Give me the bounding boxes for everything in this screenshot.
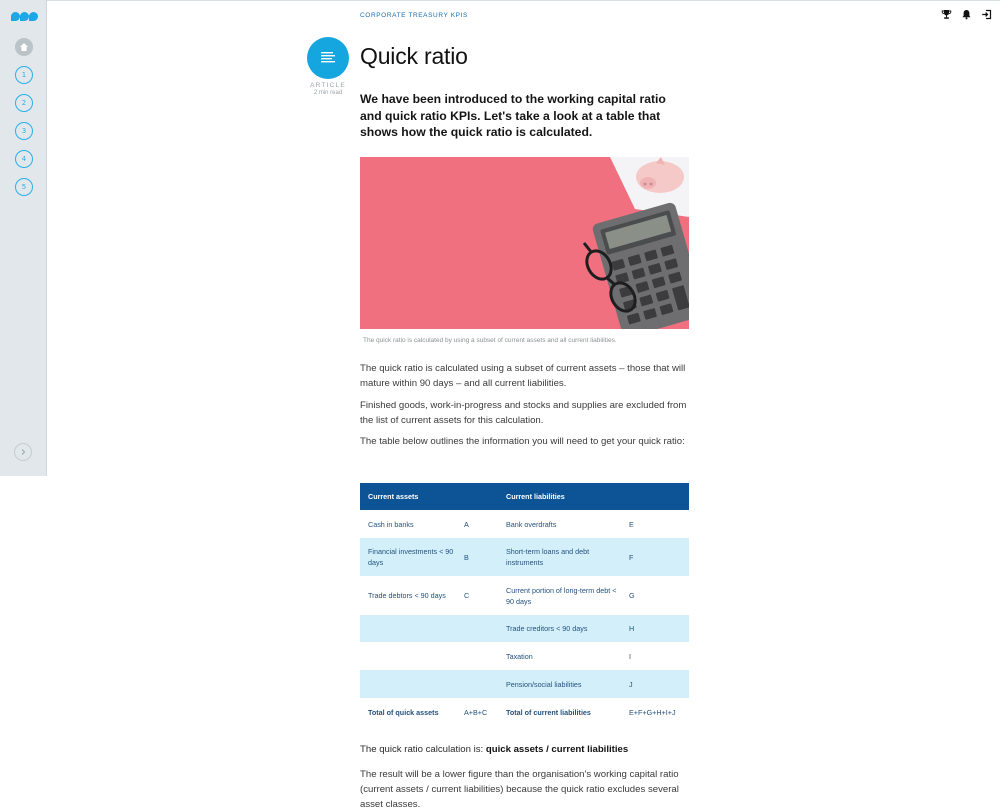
liability-cell: Trade creditors < 90 days xyxy=(506,624,588,633)
step-2-button[interactable] xyxy=(15,94,33,112)
logout-icon xyxy=(981,9,992,20)
top-border xyxy=(0,0,1000,1)
liability-code-cell: G xyxy=(629,591,635,600)
paragraph-3: The table below outlines the information you will need to get your quick ratio: xyxy=(360,436,685,447)
table-row xyxy=(360,670,689,698)
step-3-button[interactable] xyxy=(15,122,33,140)
column-header-liabilities: Current liabilities xyxy=(506,492,565,501)
liability-code-cell: I xyxy=(629,651,631,661)
step-number: 3 xyxy=(21,127,27,135)
liability-code-cell: E xyxy=(629,519,634,529)
closing-paragraph: The result will be a lower figure than the organisation's working capital ratio (current assets / current liabilities) because the quick ratio excludes several asset classes. xyxy=(360,769,679,810)
sidebar xyxy=(0,0,47,476)
asset-code-cell: B xyxy=(464,552,469,562)
table-row xyxy=(360,642,689,670)
formula-text: quick assets / current liabilities xyxy=(485,744,629,755)
asset-code-cell: A xyxy=(464,519,469,529)
article-type-label: ARTICLE xyxy=(310,82,346,89)
step-4-button[interactable] xyxy=(15,150,33,168)
article-intro: We have been introduced to the working capital ratio and quick ratio KPIs. Let's take a look at a table that shows how the quick ratio is calculated. xyxy=(360,92,666,139)
article-lines-icon xyxy=(320,50,336,66)
formula-prefix: The quick ratio calculation is: xyxy=(360,744,486,755)
total-liabilities-label: Total of current liabilities xyxy=(506,707,591,717)
liability-cell: Short-term loans and debt instruments xyxy=(506,547,590,567)
step-number: 2 xyxy=(21,99,27,107)
table-row xyxy=(360,510,689,538)
read-time: 2 min read xyxy=(313,90,343,96)
table-row xyxy=(360,615,689,642)
step-number: 5 xyxy=(21,183,27,191)
table-header xyxy=(360,483,689,510)
paragraph-1: The quick ratio is calculated using a subset of current assets – those that will mature within 90 days – and all current liabilities. xyxy=(360,363,686,389)
logout-button[interactable] xyxy=(980,8,992,20)
liability-code-cell: H xyxy=(629,624,635,633)
notifications-button[interactable] xyxy=(960,8,972,20)
liability-cell: Pension/social liabilities xyxy=(506,679,582,689)
home-button[interactable] xyxy=(15,38,33,56)
course-category[interactable]: CORPORATE TREASURY KPIS xyxy=(360,12,468,19)
table-row xyxy=(360,576,689,615)
hero-image xyxy=(360,157,689,329)
article-badge xyxy=(307,37,349,79)
total-assets-label: Total of quick assets xyxy=(368,707,439,717)
liability-cell: Taxation xyxy=(506,651,533,661)
asset-cell: Cash in banks xyxy=(368,519,414,529)
chevron-right-icon xyxy=(19,448,27,456)
bell-icon xyxy=(961,9,972,20)
trophy-icon xyxy=(941,9,952,20)
quick-ratio-table xyxy=(360,483,689,726)
step-1-button[interactable] xyxy=(15,66,33,84)
home-icon xyxy=(19,42,29,52)
page-title: Quick ratio xyxy=(360,43,468,69)
paragraph-2: Finished goods, work-in-progress and stocks and supplies are excluded from the list of current assets for this calculation. xyxy=(360,400,687,426)
asset-code-cell: C xyxy=(464,591,470,600)
column-header-assets: Current assets xyxy=(368,492,419,501)
step-number: 4 xyxy=(21,155,27,163)
brand-logo[interactable] xyxy=(11,12,37,21)
asset-cell: Trade debtors < 90 days xyxy=(368,591,446,600)
liability-cell: Current portion of long-term debt < 90 days xyxy=(506,585,617,606)
step-5-button[interactable] xyxy=(15,178,33,196)
table-row xyxy=(360,538,689,576)
table-total-row xyxy=(360,698,689,726)
liability-code-cell: F xyxy=(629,552,634,562)
top-toolbar xyxy=(940,8,992,20)
liability-code-cell: J xyxy=(629,679,633,689)
step-number: 1 xyxy=(21,71,27,79)
achievements-button[interactable] xyxy=(940,8,952,20)
asset-cell: Financial investments < 90 days xyxy=(368,547,454,567)
expand-sidebar-button[interactable] xyxy=(14,443,32,461)
liability-cell: Bank overdrafts xyxy=(506,519,557,529)
formula-line xyxy=(360,744,628,755)
total-assets-formula: A+B+C xyxy=(464,707,488,717)
image-caption: The quick ratio is calculated by using a subset of current assets and all current liabilities. xyxy=(363,337,617,344)
total-liabilities-formula: E+F+G+H+I+J xyxy=(629,707,676,717)
